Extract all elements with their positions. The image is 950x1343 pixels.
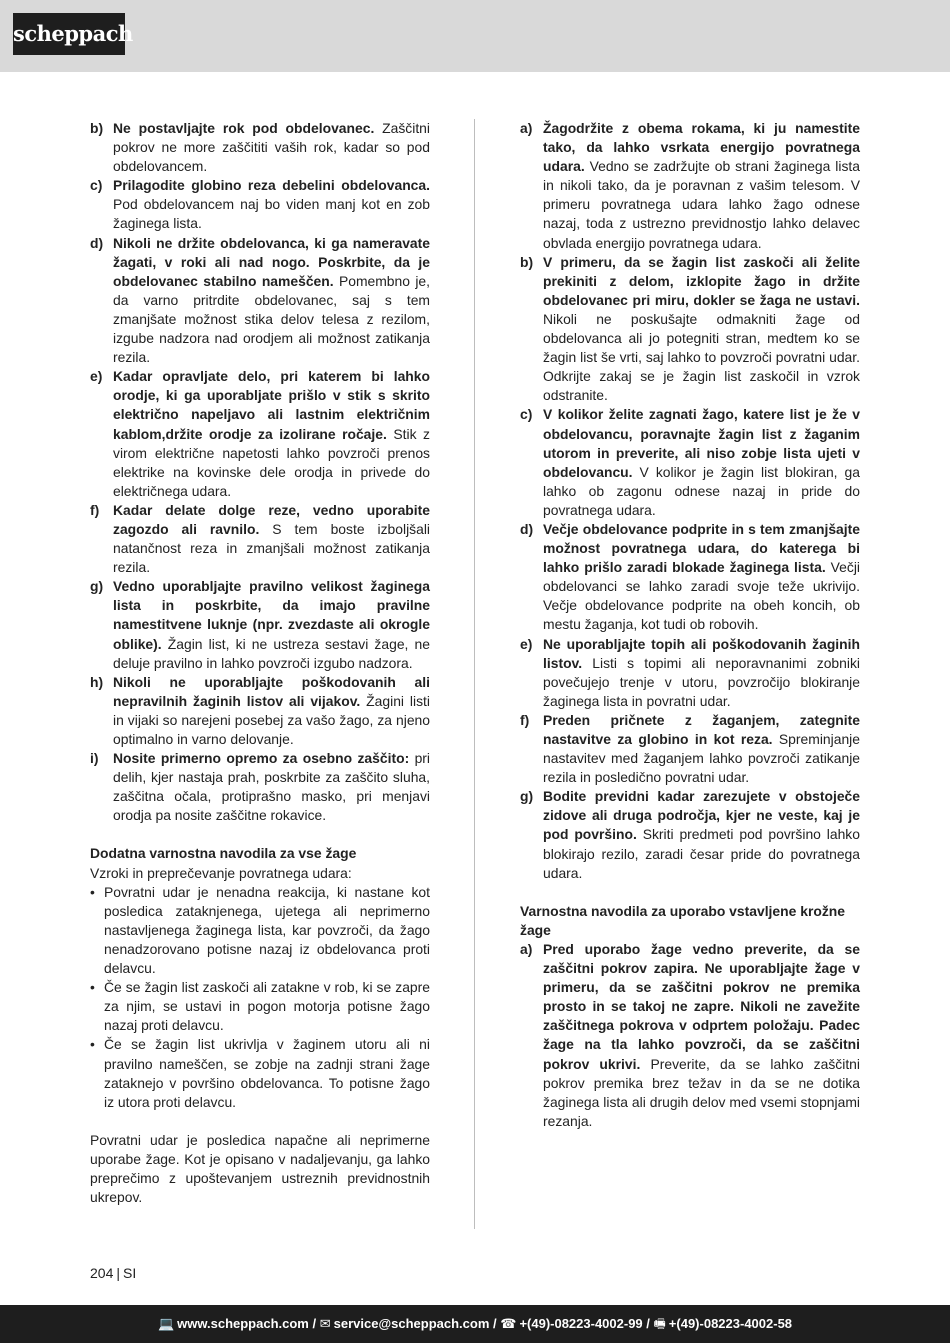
item-body-text: V kolikor je žagin list blokiran, ga lahko ob zagonu odnese nazaj in pride do povratnega udara. <box>543 463 860 518</box>
item-body-text: Listi s topimi ali neporavnanimi zobniki povečujejo trenje v utoru, povzročijo blokiranje žaginega lista in povratni udar. <box>543 654 860 709</box>
fax-icon: 🖷 <box>653 1316 666 1331</box>
header-band <box>0 0 950 72</box>
phone-icon: ☎ <box>500 1316 517 1331</box>
item-label: c) <box>520 406 533 423</box>
item-bold-text: Kadar opravljate delo, pri katerem bi lahko orodje, ki ga uporabljate prišlo v stik s skrito električno napeljavo ali lastnim električnim kablom,držite orodje za izolirane ročaje. <box>113 368 430 442</box>
computer-icon: 💻 <box>157 1316 175 1331</box>
item-text <box>543 711 860 787</box>
item-label: f) <box>90 501 100 518</box>
item-text <box>113 577 430 672</box>
page-language: SI <box>123 1265 137 1281</box>
item-bold-text: Nikoli ne držite obdelovanca, ki ga nameravate žagati, v roki ali nad nogo. Poskrbite, da je obdelovanec stabilno nameščen. <box>113 234 430 289</box>
item-body-text: Stik z virom električne napetosti lahko povzroči prenos elektrike na kovinske dele orodja in privede do električnega udara. <box>113 425 430 499</box>
footer-web[interactable]: www.scheppach.com <box>177 1316 309 1331</box>
item-label: f) <box>520 711 530 728</box>
item-label: d) <box>90 234 104 251</box>
item-text <box>543 253 860 406</box>
item-bold-text: V kolikor želite zagnati žago, katere list je že v obdelovancu, poravnajte žagin list z žaganim utorom in preverite, ali niso zobje lista ujeti v obdelovancu. <box>543 406 860 480</box>
bullet-dot-icon: • <box>90 979 95 996</box>
item-label: b) <box>90 120 104 136</box>
footer-fax: +(49)-08223-4002-58 <box>668 1316 793 1331</box>
item-bold-text: Pred uporabo žage vedno preverite, da se zaščitni pokrov zapira. Ne uporabljajte žage v primeru, da se zaščitni pokrov ne premika prosto in se takoj ne zapre. Nikoli ne zavežite zaščitnega pokrova v odprtem položaju. Padec žage na tla lahko povzroči, da se zaščitni pokrov ukrivi. <box>543 940 860 1072</box>
item-label: g) <box>90 578 104 595</box>
list-item <box>520 253 860 406</box>
item-bold-text: Vedno uporabljajte pravilno velikost žaginega lista in poskrbite, da imajo pravilne namestitvene luknje (npr. zvezdaste ali okrogle oblike). <box>113 578 430 652</box>
item-text <box>113 176 430 233</box>
item-body-text: Zaščitni pokrov ne more zaščititi vaših rok, kadar so pod obdelovancem. <box>113 120 430 175</box>
list-item <box>520 405 860 520</box>
brand-logo: scheppach <box>13 13 125 55</box>
section-heading-plunge-saw: Varnostna navodila za uporabo vstavljene krožne žage <box>520 902 845 938</box>
item-body-text: Preverite, da se lahko zaščitni pokrov premika brez težav in da se ne dotika žaginega lista ali drugih delov med vsemi stopnjami rezanja. <box>543 1055 860 1129</box>
item-text <box>113 501 430 577</box>
footer-band: 💻 www.scheppach.com / ✉ service@scheppach.com / ☎ +(49)-08223-4002-99 / 🖷 +(49)-08223-4002-58 <box>0 1305 950 1343</box>
item-text <box>113 749 430 825</box>
section-heading-all-saws: Dodatna varnostna navodila za vse žage <box>90 845 357 862</box>
bullet-text: Če se žagin list zaskoči ali zatakne v rob, ki se zapre za njim, se ustavi in pogon motorja potisne žago nazaj proti delavcu. <box>104 979 430 1034</box>
list-item <box>90 673 430 749</box>
item-bold-text: Bodite previdni kadar zarezujete v obstoječe zidove ali druga področja, kjer ne veste, kaj je pod površino. <box>543 788 860 843</box>
list-item <box>520 520 860 635</box>
list-item <box>90 119 430 176</box>
item-label: e) <box>520 635 533 652</box>
item-label: a) <box>520 940 533 957</box>
item-text <box>543 635 860 711</box>
item-body-text: Nikoli ne poskušajte odmakniti žage od obdelovanca ali jo potegniti stran, medtem ko se žagin list še vrti, saj lahko to povzroči povratni udar. Odkrijte zakaj se je žagin list zaskočil in vzrok odstranite. <box>543 310 860 404</box>
item-body-text: S tem boste izboljšali natančnost reza in zmanjšali možnost zatikanja rezila. <box>113 520 431 576</box>
item-body-text: Večji obdelovanci se lahko zaradi svoje teže ukrivijo. Večje obdelovance podprite na obeh koncih, ob mestu žaganja, kot tudi ob robovih. <box>543 559 860 633</box>
bullet-text: Povratni udar je nenadna reakcija, ki nastane kot posledica zataknjenega, ujetega ali neprimerno nastavljenega žaginega lista, kar povzroči, da žago nenadzorovano potisne nazaj iz obdelovanca proti delavcu. <box>104 883 430 977</box>
kickback-bullets <box>90 883 430 1112</box>
right-column <box>520 119 860 1131</box>
item-label: a) <box>520 120 533 136</box>
mail-icon: ✉ <box>319 1316 331 1331</box>
item-bold-text: Preden pričnete z žaganjem, zategnite nastavitve za globino in kot reza. <box>543 711 860 747</box>
item-bold-text: Nosite primerno opremo za osebno zaščito: <box>113 750 410 767</box>
item-text <box>113 234 430 368</box>
item-body-text: Žagin list, ki ne ustreza sestavi žage, ne deluje pravilno in lahko povzroči izgubo nadzora. <box>113 635 430 671</box>
item-body-text: Skriti predmeti pod površino lahko blokirajo rezilo, zaradi česar pride do povratnega udara. <box>543 826 860 881</box>
footer-email[interactable]: service@scheppach.com <box>333 1316 490 1331</box>
item-bold-text: Večje obdelovance podprite in s tem zmanjšajte možnost povratnega udara, do katerega bi lahko prišlo zaradi blokade žaginega lista. <box>543 520 860 576</box>
item-bold-text: Žagodržite z obema rokama, ki ju namestite tako, da lahko vsrkata energijo povratnega udara. <box>543 120 860 175</box>
item-label: c) <box>90 177 103 194</box>
list-item <box>90 367 430 501</box>
item-label: b) <box>520 253 534 270</box>
item-text <box>543 520 860 635</box>
item-text <box>543 940 860 1131</box>
item-label: d) <box>520 520 534 537</box>
list-item <box>90 749 430 825</box>
bullet-text: Če se žagin list ukrivlja v žaginem utoru ali ni pravilno nameščen, se zobje na zadnji strani žage zataknejo v površino obdelovanca. To potisne žago iz utora proti delavcu. <box>104 1036 430 1110</box>
kickback-intro: Vzroki in preprečevanje povratnega udara: <box>90 864 352 881</box>
left-list <box>90 119 430 825</box>
item-bold-text: Ne postavljajte rok pod obdelovanec. <box>113 120 375 136</box>
list-item <box>90 577 430 672</box>
item-bold-text: Kadar delate dolge reze, vedno uporabite zagozdo ali ravnilo. <box>113 501 430 537</box>
item-label: e) <box>90 368 103 385</box>
list-item <box>90 501 430 577</box>
item-text <box>113 367 430 501</box>
list-item <box>90 234 430 368</box>
item-text <box>543 119 860 253</box>
list-item <box>520 119 860 253</box>
item-bold-text: V primeru, da se žagin list zaskoči ali želite prekiniti z delom, izklopite žago in držite obdelovanec pri miru, dokler se žaga ne ustavi. <box>543 253 860 308</box>
left-column <box>90 119 430 1207</box>
item-bold-text: Ne uporabljajte topih ali poškodovanih žaginih listov. <box>543 635 860 671</box>
bullet-item <box>90 978 430 1035</box>
item-label: g) <box>520 788 534 805</box>
item-bold-text: Nikoli ne uporabljajte poškodovanih ali nepravilnih žaginih listov ali vijakov. <box>113 673 430 709</box>
item-text <box>113 119 430 176</box>
bullet-item <box>90 883 430 978</box>
bullet-item <box>90 1035 430 1111</box>
item-label: i) <box>90 750 99 767</box>
item-body-text: Žagini listi in vijaki so narejeni posebej za vašo žago, za njeno optimalno in varno delovanje. <box>113 692 430 747</box>
item-body-text: Pod obdelovancem naj bo viden manj kot en zob žaginega lista. <box>113 196 430 232</box>
list-item <box>520 711 860 787</box>
item-bold-text: Prilagodite globino reza debelini obdelovanca. <box>113 177 430 194</box>
list-item <box>90 176 430 233</box>
item-body-text: pri delih, kjer nastaja prah, poskrbite za zaščito sluha, zaščitna očala, protiprašno masko, pri menjavi orodja pa nosite zaščitne rokavice. <box>113 750 431 824</box>
column-divider <box>474 119 475 1229</box>
page-number-value: 204 <box>90 1265 114 1281</box>
item-text <box>543 787 860 882</box>
kickback-closing: Povratni udar je posledica napačne ali neprimerne uporabe žage. Kot je opisano v nadaljevanju, ga lahko preprečimo z upoštevanjem ustreznih previdnostnih ukrepov. <box>90 1131 430 1206</box>
item-body-text: Pomembno je, da varno pritrdite obdelovanec, saj s tem zmanjšate možnost stika delov telesa z rezilom, izgube nadzora nad orodjem ali možnost zatikanja rezila. <box>113 272 430 366</box>
plunge-saw-list <box>520 940 860 1131</box>
right-list <box>520 119 860 883</box>
list-item <box>520 635 860 711</box>
list-item <box>520 940 860 1131</box>
item-text <box>543 405 860 520</box>
item-label: h) <box>90 673 104 690</box>
item-text <box>113 673 430 749</box>
item-body-text: Vedno se zadržujte ob strani žaginega lista in nikoli tako, da je poravnan z vašim telesom. V primeru povratnega udara lahko žago odnese nazaj, toda z ustrezno previdnostjo lahko delavec obvlada energijo povratnega udara. <box>543 158 860 251</box>
bullet-dot-icon: • <box>90 883 95 900</box>
bullet-dot-icon: • <box>90 1036 95 1053</box>
item-body-text: Spreminjanje nastavitev med žaganjem lahko povzroči zatikanje rezila in posledično povratni udar. <box>543 731 860 786</box>
footer-phone: +(49)-08223-4002-99 <box>519 1316 643 1331</box>
page-number: 204 | SI <box>90 1265 137 1281</box>
list-item <box>520 787 860 882</box>
